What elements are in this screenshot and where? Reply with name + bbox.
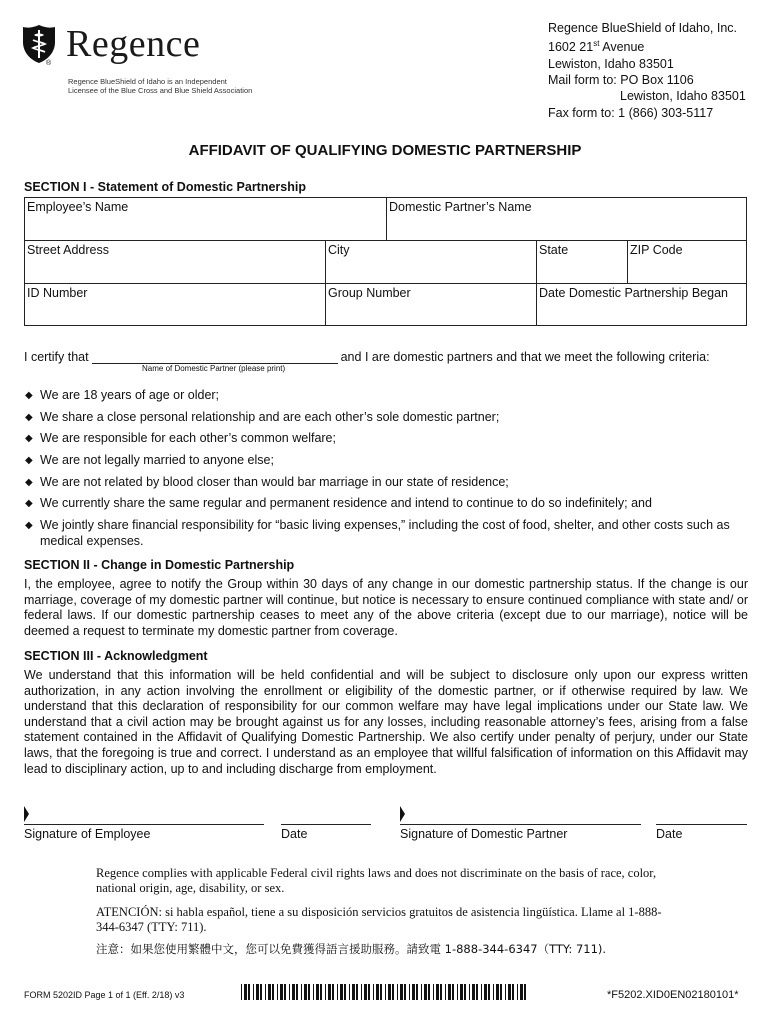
company-name: Regence BlueShield of Idaho, Inc.	[548, 21, 738, 35]
company-address	[548, 20, 746, 121]
form-number: FORM 5202ID Page 1 of 1 (Eff. 2/18) v3	[24, 990, 185, 1000]
diamond-bullet-icon: ◆	[25, 498, 33, 510]
criteria-list	[24, 388, 748, 555]
group-number-field[interactable]: Group Number	[328, 286, 411, 300]
mail-to-line: Mail form to: PO Box 1106	[548, 73, 694, 88]
list-item: ◆ We are 18 years of age or older;	[25, 388, 220, 402]
zip-code-field[interactable]: ZIP Code	[630, 243, 683, 257]
partner-date-line[interactable]	[656, 824, 747, 825]
barcode-icon	[241, 984, 528, 1000]
section-2-heading: SECTION II - Change in Domestic Partnership	[24, 558, 295, 572]
blank-caption: Name of Domestic Partner (please print)	[142, 364, 286, 373]
diamond-bullet-icon: ◆	[25, 390, 33, 401]
section-3-heading: SECTION III - Acknowledgment	[24, 649, 208, 663]
street-address-field[interactable]: Street Address	[27, 243, 109, 257]
diamond-bullet-icon: ◆	[25, 520, 33, 532]
fax-line: Fax form to: 1 (866) 303-5117	[548, 105, 714, 120]
diamond-bullet-icon: ◆	[25, 411, 33, 423]
diamond-bullet-icon: ◆	[25, 455, 33, 467]
diamond-bullet-icon: ◆	[25, 433, 33, 445]
employee-signature-line[interactable]	[24, 824, 264, 825]
page-title: AFFIDAVIT OF QUALIFYING DOMESTIC PARTNERSHIP	[188, 142, 582, 159]
diamond-bullet-icon: ◆	[25, 476, 33, 488]
partner-signature-label: Signature of Domestic Partner	[400, 827, 568, 841]
list-item: ◆ We share a close personal relationship and are each other’s sole domestic partner;	[25, 409, 500, 424]
registered-mark: ®	[46, 60, 52, 67]
blue-shield-caduceus-icon	[22, 24, 56, 64]
section-2-body: I, the employee, agree to notify the Group within 30 days of any change in our domestic partnership status. If the change is our marriage, coverage of my domestic partner will continue, but notice is necessary to ensure continued compliance with state and/ or federal laws. If our domestic partnership ceases to meet any of the above criteria (except due to our marriage), notice will be deemed a request to terminate my domestic partner from coverage.	[24, 577, 748, 638]
street-line: 1602 21st Avenue	[548, 39, 645, 55]
list-item: ◆ We currently share the same regular and permanent residence and intend to continue to do so indefinitely; and	[25, 496, 652, 511]
certify-statement: I certify that and I are domestic partners and that we meet the following criteria:	[24, 350, 710, 364]
sign-here-arrow-icon	[24, 806, 29, 822]
list-item: ◆ We are responsible for each other’s common welfare;	[25, 431, 336, 446]
civil-rights-notice: Regence complies with applicable Federal civil rights laws and does not discriminate on the basis of race, color, national origin, age, disability, or sex.	[96, 866, 657, 895]
section-1-heading: SECTION I - Statement of Domestic Partnership	[24, 180, 306, 194]
section-3-body: We understand that this information will be held confidential and will be subject to disclosure only upon our express written authorization, in any action involving the enrollment or eligibility of the domestic partner, or if otherwise required by law. We understand that this declaration of responsibility for our common welfare may have legal implications under our State law. We understand that a civil action may be brought against us for any losses, including reasonable attorney’s fees, arising from a false statement contained in the Affidavit of Qualifying Domestic Partnership. We also certify under penalty of perjury, under our State laws, that the foregoing is true and correct. I understand as an employee that willful falsification of information on this Affidavit may lead to disciplinary action, up to and including discharge from employment.	[24, 668, 748, 776]
licensee-tagline: Regence BlueShield of Idaho is an Independent Licensee of the Blue Cross and Blue Shield Association	[68, 77, 253, 95]
id-number-field[interactable]: ID Number	[27, 286, 88, 300]
mail-city-line: Lewiston, Idaho 83501	[620, 89, 746, 104]
partner-date-label: Date	[656, 827, 683, 841]
employee-date-label: Date	[281, 827, 308, 841]
list-item: ◆ We jointly share financial responsibility for “basic living expenses,” including the cost of food, shelter, and other costs such as medical expenses.	[25, 518, 730, 548]
partnership-form-grid	[24, 197, 747, 326]
partner-signature-line[interactable]	[400, 824, 641, 825]
city-line: Lewiston, Idaho 83501	[548, 56, 674, 71]
spanish-language-notice: ATENCIÓN: si habla español, tiene a su disposición servicios gratuitos de asistencia lingüística. Llame al 1-888-344-6347 (TTY: 711).	[96, 905, 662, 934]
city-field[interactable]: City	[328, 243, 350, 257]
list-item: ◆ We are not related by blood closer than would bar marriage in our state of residence;	[25, 474, 509, 489]
barcode-id: *F5202.XID0EN02180101*	[607, 989, 739, 1001]
chinese-language-notice: 注意：如果您使用繁體中文，您可以免費獲得語言援助服務。請致電 1-888-344-6347（TTY: 711).	[96, 942, 607, 956]
partner-name-print-input[interactable]	[92, 351, 338, 364]
partner-name-field[interactable]: Domestic Partner’s Name	[389, 200, 532, 214]
regence-logo-text: Regence	[66, 23, 201, 65]
employee-signature-label: Signature of Employee	[24, 827, 151, 841]
employee-date-line[interactable]	[281, 824, 371, 825]
employee-name-field[interactable]: Employee’s Name	[27, 200, 129, 214]
state-field[interactable]: State	[539, 243, 569, 257]
sign-here-arrow-icon	[400, 806, 405, 822]
date-partnership-began-field[interactable]: Date Domestic Partnership Began	[539, 286, 728, 300]
list-item: ◆ We are not legally married to anyone else;	[25, 453, 274, 468]
